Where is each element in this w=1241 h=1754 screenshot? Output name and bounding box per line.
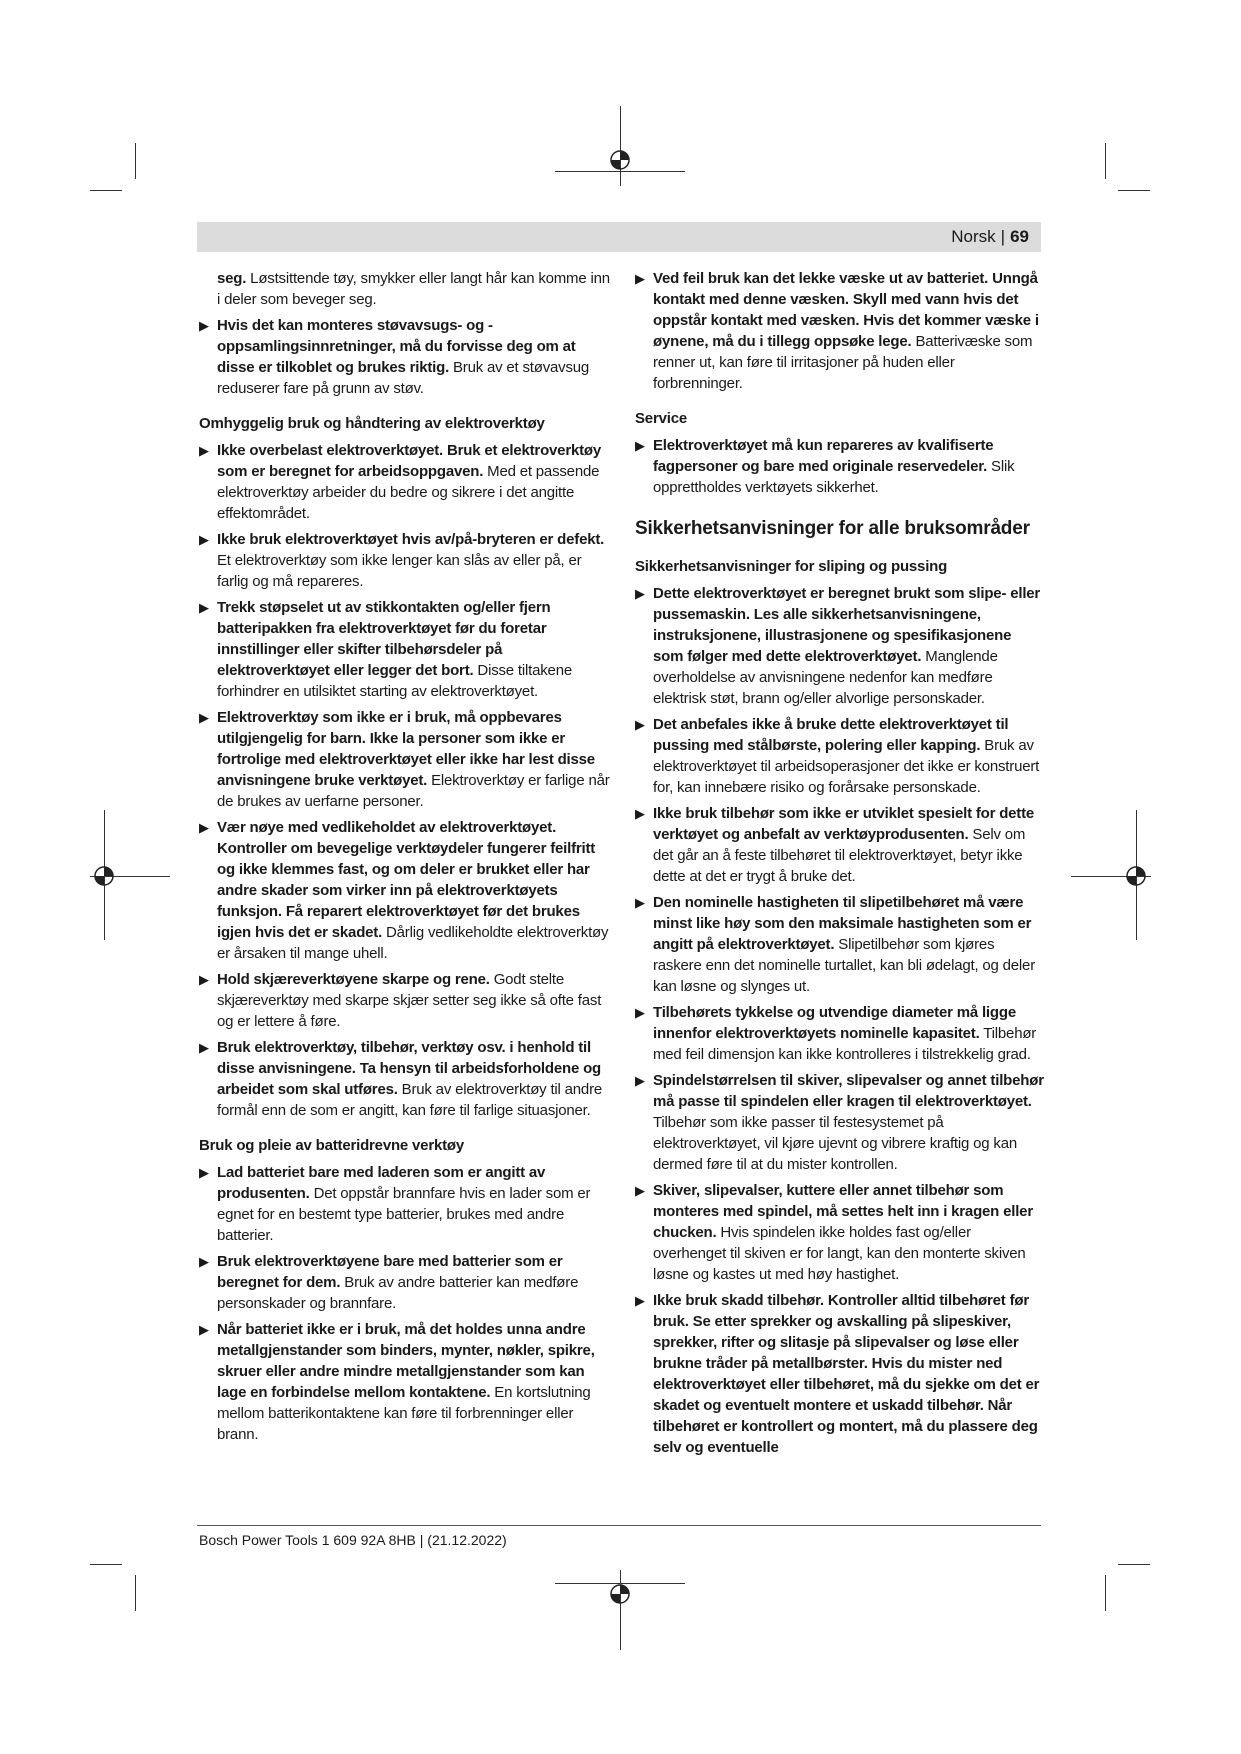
explanation-text: Slik opprettholdes verktøyets sikkerhet. xyxy=(653,458,1015,496)
bold-instruction: Vær nøye med vedlikeholdet av elektroverktøyet. Kontroller om bevegelige verktøydeler fungerer feilfritt og ikke klemmes fast, og om deler er brukket eller har andre skader som virker inn på elektroverktøyets funksjon. Få reparert elektroverktøyet før det brukes igjen hvis det er skadet. xyxy=(217,819,596,941)
explanation-text: Løstsittende tøy, smykker eller langt hår kan komme inn i deler som beveger seg. xyxy=(217,270,610,308)
right-column xyxy=(635,268,1045,1463)
explanation-text: Hvis spindelen ikke holdes fast og/eller overhenget til skiven er for langt, kan den monterte skiven løsne og kastes ut med høy hastighet. xyxy=(653,1224,1026,1283)
bullet-item xyxy=(199,707,611,812)
bullet-item xyxy=(635,803,1045,887)
bullet-arrow-icon: ▶ xyxy=(635,1293,645,1308)
bullet-item xyxy=(199,1162,611,1246)
registration-target-icon xyxy=(1125,865,1147,887)
bullet-arrow-icon: ▶ xyxy=(635,895,645,910)
bullet-item xyxy=(199,315,611,399)
bullet-text xyxy=(653,716,1039,796)
bullet-text xyxy=(653,1072,1044,1173)
bold-instruction: Hvis det kan monteres støvavsugs- og -oppsamlingsinnretninger, må du forvisse deg om at disse er tilkoblet og brukes riktig. xyxy=(217,317,576,376)
bullet-text xyxy=(653,805,1034,885)
bullet-item xyxy=(199,440,611,524)
explanation-text: Bruk av andre batterier kan medføre personskader og brannfare. xyxy=(217,1274,579,1312)
explanation-text: Disse tiltakene forhindrer en utilsiktet starting av elektroverktøyet. xyxy=(217,662,572,700)
explanation-text: Bruk av et støvavsug reduserer fare på grunn av støv. xyxy=(217,359,590,397)
bullet-item xyxy=(635,892,1045,997)
footer-divider xyxy=(197,1525,1041,1526)
bold-instruction: Elektroverktøyet må kun repareres av kvalifiserte fagpersoner og bare med originale reservedeler. xyxy=(653,437,994,475)
registration-line xyxy=(555,171,685,172)
bullet-item xyxy=(635,435,1045,498)
header-language: Norsk xyxy=(951,227,996,246)
bullet-arrow-icon: ▶ xyxy=(199,972,209,987)
bullet-arrow-icon: ▶ xyxy=(199,532,209,547)
bullet-text xyxy=(653,270,1039,392)
bullet-text xyxy=(217,599,572,700)
bullet-item xyxy=(635,268,1045,394)
crop-mark xyxy=(1105,143,1106,179)
registration-line xyxy=(620,106,621,186)
explanation-text: Slipetilbehør som kjøres raskere enn det nominelle turtallet, kan bli ødelagt, og deler kan løsne og slynges ut. xyxy=(653,936,1035,995)
registration-target-icon xyxy=(93,865,115,887)
bullet-text xyxy=(217,709,610,810)
bullet-item xyxy=(199,817,611,964)
bullet-arrow-icon: ▶ xyxy=(199,600,209,615)
bullet-item xyxy=(635,1002,1045,1065)
bullet-item xyxy=(635,1070,1045,1175)
bold-instruction: Ikke bruk tilbehør som ikke er utviklet spesielt for dette verktøyet og anbefalt av verktøyprodusenten. xyxy=(653,805,1035,843)
bullet-item xyxy=(635,1180,1045,1285)
bullet-text xyxy=(217,442,601,522)
bold-instruction: Tilbehørets tykkelse og utvendige diameter må ligge innenfor elektroverktøyets nominelle kapasitet. xyxy=(653,1004,1016,1042)
bullet-text xyxy=(653,1004,1036,1063)
crop-mark xyxy=(1118,1564,1150,1565)
bullet-arrow-icon: ▶ xyxy=(199,710,209,725)
bold-instruction: seg. xyxy=(217,270,247,287)
explanation-text: Bruk av elektroverktøyet til arbeidsoperasjoner det ikke er konstruert for, kan innebære risiko og forårsake personskade. xyxy=(653,737,1040,796)
bold-instruction: Dette elektroverktøyet er beregnet brukt som slipe- eller pussemaskin. Les alle sikkerhetsanvisningene, instruksjonene, illustrasjonene og spesifikasjonene som følger med dette elektroverktøyet. xyxy=(653,585,1041,665)
chapter-heading: Sikkerhetsanvisninger for alle bruksområder xyxy=(635,518,1030,539)
bold-instruction: Bruk elektroverktøyene bare med batterier som er beregnet for dem. xyxy=(217,1253,563,1291)
crop-mark xyxy=(135,1575,136,1611)
crop-mark xyxy=(90,1564,122,1565)
explanation-text: Manglende overholdelse av anvisningene nedenfor kan medføre elektrisk støt, brann og/eller alvorlige personskader. xyxy=(653,648,998,707)
bullet-text xyxy=(217,971,601,1030)
explanation-text: Med et passende elektroverktøy arbeider du bedre og sikrere i det angitte effektområdet. xyxy=(217,463,600,522)
page-header xyxy=(197,222,1041,252)
bullet-text xyxy=(217,317,589,397)
bullet-arrow-icon: ▶ xyxy=(199,820,209,835)
explanation-text: Det oppstår brannfare hvis en lader som er egnet for en bestemt type batterier, brukes med andre batterier. xyxy=(217,1185,591,1244)
bold-instruction: Bruk elektroverktøy, tilbehør, verktøy osv. i henhold til disse anvisningene. Ta hensyn til arbeidsforholdene og arbeidet som skal utføres. xyxy=(217,1039,602,1098)
crop-mark xyxy=(1118,190,1150,191)
bullet-item xyxy=(635,1290,1045,1458)
bold-instruction: Hold skjæreverktøyene skarpe og rene. xyxy=(217,971,490,988)
bullet-item xyxy=(199,529,611,592)
registration-line xyxy=(620,1570,621,1650)
bullet-arrow-icon: ▶ xyxy=(635,1005,645,1020)
bullet-arrow-icon: ▶ xyxy=(199,1254,209,1269)
page-number: 69 xyxy=(1010,227,1029,246)
bullet-text xyxy=(217,819,608,962)
bullet-arrow-icon: ▶ xyxy=(635,438,645,453)
explanation-text: Dårlig vedlikeholdte elektroverktøy er årsaken til mange uhell. xyxy=(217,924,609,962)
bullet-text xyxy=(217,1321,595,1443)
bullet-text xyxy=(653,1182,1033,1283)
bullet-text xyxy=(653,1292,1039,1456)
bullet-arrow-icon: ▶ xyxy=(635,717,645,732)
bullet-text xyxy=(217,1039,602,1119)
bullet-text xyxy=(217,531,604,590)
bullet-arrow-icon: ▶ xyxy=(199,318,209,333)
continued-paragraph xyxy=(199,268,611,310)
bullet-arrow-icon: ▶ xyxy=(635,1073,645,1088)
bullet-arrow-icon: ▶ xyxy=(635,806,645,821)
explanation-text: Elektroverktøy er farlige når de brukes av uerfarne personer. xyxy=(217,772,610,810)
bullet-text xyxy=(653,894,1035,995)
crop-mark xyxy=(1105,1575,1106,1611)
bullet-text xyxy=(217,1253,578,1312)
explanation-text: En kortslutning mellom batterikontaktene kan føre til forbrenninger eller brann. xyxy=(217,1384,591,1443)
bullet-item xyxy=(635,714,1045,798)
section-heading: Omhyggelig bruk og håndtering av elektroverktøy xyxy=(199,415,545,432)
bullet-arrow-icon: ▶ xyxy=(199,1165,209,1180)
bullet-arrow-icon: ▶ xyxy=(635,1183,645,1198)
bullet-item xyxy=(199,1251,611,1314)
bullet-item xyxy=(199,969,611,1032)
bold-instruction: Trekk støpselet ut av stikkontakten og/eller fjern batteripakken fra elektroverktøyet før du foretar innstillinger eller skifter tilbehørsdeler på elektroverktøyet eller legger det bort. xyxy=(217,599,551,679)
explanation-text: Selv om det går an å feste tilbehøret til elektroverktøyet, betyr ikke dette at det er trygt å bruke det. xyxy=(653,826,1026,885)
explanation-text: Bruk av elektroverktøy til andre formål enn de som er angitt, kan føre til farlige situasjoner. xyxy=(217,1081,603,1119)
bold-instruction: Når batteriet ikke er i bruk, må det holdes unna andre metallgjenstander som binders, mynter, nøkler, spikre, skruer eller andre mindre metallgjenstander som kan lage en forbindelse mellom kontaktene. xyxy=(217,1321,595,1401)
bullet-item xyxy=(199,1037,611,1121)
bullet-text xyxy=(653,585,1040,707)
bullet-arrow-icon: ▶ xyxy=(199,1322,209,1337)
bold-instruction: Elektroverktøy som ikke er i bruk, må oppbevares utilgjengelig for barn. Ikke la personer som ikke er fortrolige med elektroverktøyet eller ikke har lest disse anvisningene bruke verktøyet. xyxy=(217,709,595,789)
bullet-arrow-icon: ▶ xyxy=(635,271,645,286)
section-heading: Sikkerhetsanvisninger for sliping og pussing xyxy=(635,558,948,575)
bold-instruction: Den nominelle hastigheten til slipetilbehøret må være minst like høy som den maksimale hastigheten som er angitt på elektroverktøyet. xyxy=(653,894,1032,953)
bold-instruction: Ikke bruk skadd tilbehør. Kontroller alltid tilbehøret før bruk. Se etter sprekker og avskalling på slipeskiver, sprekker, rifter og slitasje på slipevalser og løse eller brukne tråder på metallbørster. Hvis du mister ned elektroverktøyet eller tilbehøret, må du sjekke om det er skadet og eventuelt montere et uskadd tilbehør. Når tilbehøret er kontrollert og montert, må du plassere deg selv og eventuelle xyxy=(653,1292,1040,1456)
bullet-item xyxy=(635,583,1045,709)
registration-target-icon xyxy=(609,149,631,171)
bullet-text xyxy=(217,1164,590,1244)
bullet-text xyxy=(653,437,1014,496)
registration-target-icon xyxy=(609,1583,631,1605)
explanation-text: Et elektroverktøy som ikke lenger kan slås av eller på, er farlig og må repareres. xyxy=(217,552,582,590)
bold-instruction: Skiver, slipevalser, kuttere eller annet tilbehør som monteres med spindel, må settes helt inn i kragen eller chucken. xyxy=(653,1182,1033,1241)
bullet-arrow-icon: ▶ xyxy=(199,443,209,458)
explanation-text: Batterivæske som renner ut, kan føre til irritasjoner på huden eller forbrenninger. xyxy=(653,333,1033,392)
bold-instruction: Det anbefales ikke å bruke dette elektroverktøyet til pussing med stålbørste, polering eller kapping. xyxy=(653,716,1009,754)
bold-instruction: Ved feil bruk kan det lekke væske ut av batteriet. Unngå kontakt med denne væsken. Skyll med vann hvis det oppstår kontakt med væsken. Hvis det kommer væske i øynene, må du i tillegg oppsøke lege. xyxy=(653,270,1039,350)
section-heading: Service xyxy=(635,410,687,427)
bold-instruction: Spindelstørrelsen til skiver, slipevalser og annet tilbehør må passe til spindelen eller kragen til elektroverktøyet. xyxy=(653,1072,1044,1110)
crop-mark xyxy=(90,190,122,191)
bullet-item xyxy=(199,1319,611,1445)
section-heading: Bruk og pleie av batteridrevne verktøy xyxy=(199,1137,465,1154)
bullet-item xyxy=(199,597,611,702)
bullet-text xyxy=(217,270,610,308)
left-column xyxy=(199,268,611,1450)
page-footer: Bosch Power Tools 1 609 92A 8HB | (21.12.2022) xyxy=(199,1532,507,1548)
header-separator: | xyxy=(1000,227,1006,246)
bold-instruction: Ikke bruk elektroverktøyet hvis av/på-bryteren er defekt. xyxy=(217,531,605,548)
bullet-arrow-icon: ▶ xyxy=(199,1040,209,1055)
bullet-arrow-icon: ▶ xyxy=(635,586,645,601)
bold-instruction: Ikke overbelast elektroverktøyet. Bruk et elektroverktøy som er beregnet for arbeidsoppgaven. xyxy=(217,442,601,480)
explanation-text: Tilbehør som ikke passer til festesystemet på elektroverktøyet, vil kjøre ujevnt og vibrere kraftig og kan dermed føre til at du mister kontrollen. xyxy=(653,1114,1017,1173)
crop-mark xyxy=(135,143,136,179)
explanation-text: Godt stelte skjæreverktøy med skarpe skjær setter seg ikke så ofte fast og er lettere å føre. xyxy=(217,971,602,1030)
explanation-text: Tilbehør med feil dimensjon kan ikke kontrolleres i tilstrekkelig grad. xyxy=(653,1025,1037,1063)
bold-instruction: Lad batteriet bare med laderen som er angitt av produsenten. xyxy=(217,1164,546,1202)
